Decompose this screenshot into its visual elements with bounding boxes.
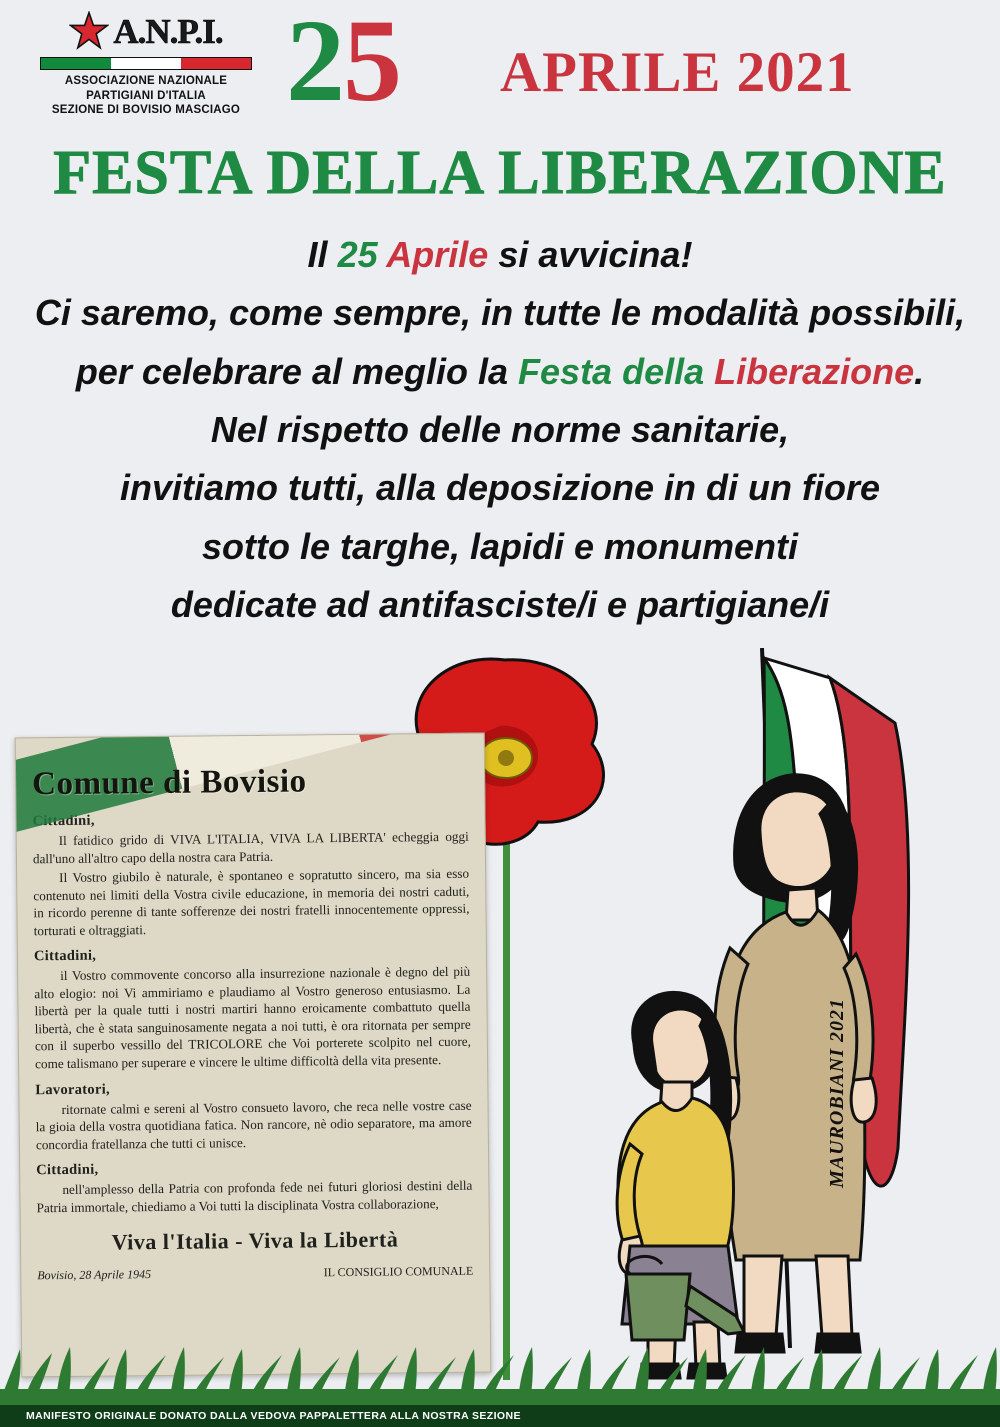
star-icon — [69, 11, 109, 51]
anpi-subtitle-line-3: SEZIONE DI BOVISIO MASCIAGO — [51, 104, 241, 117]
announcement-line-1 — [0, 226, 1000, 284]
announcement-line-3-c: Liberazione — [714, 350, 915, 392]
manifesto-paragraph-4: ritornate calmi e sereni al Vostro consueto lavoro, che reca nelle vostre case la gioia della vostra quotidiana fatica. Non rancore, nè odio separatore, ma amore concordia fratellanza che tutti ci unisce. — [35, 1097, 472, 1152]
manifesto-heading-3: Lavoratori, — [35, 1081, 111, 1098]
date-month-year: APRILE 2021 — [500, 41, 855, 104]
figures-illustration — [530, 740, 960, 1380]
manifesto-slogan: Viva l'Italia - Viva la Libertà — [111, 1226, 399, 1255]
date-number — [286, 0, 400, 126]
announcement-text — [0, 226, 1000, 634]
announcement-line-1-a: Il — [307, 234, 338, 275]
manifesto-poster — [15, 733, 492, 1378]
announcement-line-1-c: Aprile — [386, 234, 499, 275]
announcement-line-3-d: . — [914, 350, 925, 392]
flag-stripe-white — [111, 58, 181, 69]
manifesto-paragraph-5: nell'amplesso della Patria con profonda fede nei futuri gloriosi destini della Patria immortale, chiediamo a Voi tutti la disciplinata Vostra collaborazione, — [36, 1177, 473, 1216]
date-number-digit-5: 5 — [343, 0, 400, 126]
announcement-line-5: invitiamo tutti, alla deposizione in di un fiore — [119, 467, 881, 509]
poppy-stem — [503, 800, 510, 1380]
manifesto-signer: IL CONSIGLIO COMUNALE — [323, 1264, 474, 1280]
announcement-line-7: dedicate ad antifasciste/i e partigiane/i — [170, 583, 830, 625]
footer-credit-text: MANIFESTO ORIGINALE DONATO DALLA VEDOVA PAPPALETTERA ALLA NOSTRA SEZIONE — [26, 1410, 521, 1422]
date-number-digit-2: 2 — [286, 0, 343, 126]
manifesto-place-date: Bovisio, 28 Aprile 1945 — [37, 1267, 152, 1283]
page-title: FESTA DELLA LIBERAZIONE — [53, 139, 947, 207]
manifesto-heading-1: Cittadini, — [32, 812, 95, 830]
grass-decoration — [0, 1345, 1000, 1405]
flag-stripe-red — [181, 58, 251, 69]
manifesto-heading-2: Cittadini, — [33, 947, 97, 965]
announcement-line-3 — [0, 343, 1000, 401]
flag-stripe-green — [41, 58, 111, 69]
manifesto-paragraph-2: Il Vostro giubilo è naturale, è spontaneo e sopratutto sincero, ma sia esso contenuto nei limiti della Vostra civile educazione, in memoria dei nostri caduti, in ricordo perenne di tante sofferenze dei nostri fratelli innocentemente oppressi, torturati e oltraggiati. — [33, 865, 470, 939]
manifesto-paragraph-1: Il fatidico grido di VIVA L'ITALIA, VIVA LA LIBERTA' echeggia oggi dall'uno all'altro capo della nostra cara Patria. — [32, 828, 469, 866]
manifesto-paragraph-3: il Vostro commovente concorso alla insurrezione nazionale è degno del più alto elogio: noi Vi ammiriamo e plaudiamo al Vostro generoso entusiasmo. La libertà per la quale tutti i nostri martiri hanno eroicamente combattuto quella libertà, che è stata sanguinosamente negata a noi tutti, è ora ritornata per sempre con il superbo vessillo del TRICOLORE che Voi porterete scolpito nel cuore, come talismano per superare e vincere le ultime difficoltà della vita presente. — [34, 964, 471, 1072]
artist-signature: MAUROBIANI 2021 — [826, 997, 848, 1188]
anpi-subtitle — [26, 74, 266, 118]
announcement-line-4: Nel rispetto delle norme sanitarie, — [210, 408, 790, 450]
announcement-line-3-b: Festa della — [518, 350, 715, 392]
announcement-line-6: sotto le targhe, lapidi e monumenti — [201, 525, 799, 567]
announcement-line-1-d: si avvicina! — [498, 234, 693, 275]
announcement-line-2: Ci saremo, come sempre, in tutte le modalità possibili, — [34, 292, 966, 334]
anpi-logo — [26, 8, 266, 118]
announcement-line-1-b: 25 — [337, 234, 387, 275]
anpi-subtitle-line-2: PARTIGIANI D'ITALIA — [86, 89, 206, 102]
manifesto-heading-4: Cittadini, — [36, 1161, 99, 1179]
manifesto-title: Comune di Bovisio — [31, 763, 307, 803]
announcement-line-3-a: per celebrare al meglio la — [75, 350, 519, 392]
manifesto-footer — [37, 1264, 473, 1284]
footer-credit-bar — [0, 1405, 1000, 1427]
anpi-subtitle-line-1: ASSOCIAZIONE NAZIONALE — [64, 75, 228, 87]
anpi-acronym: A.N.P.I. — [113, 11, 223, 51]
italian-flag-bar — [40, 57, 252, 70]
anpi-logo-top — [26, 8, 266, 54]
